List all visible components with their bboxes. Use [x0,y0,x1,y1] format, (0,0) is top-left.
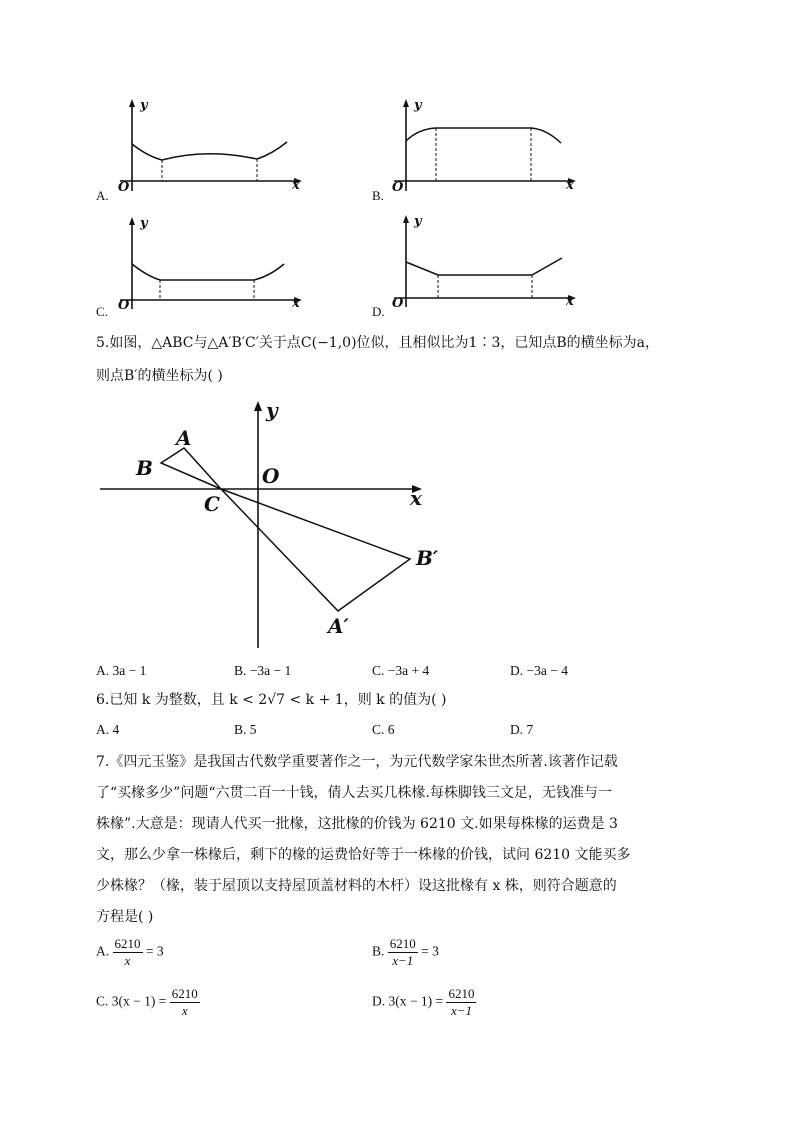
numerator: 6210 [171,986,198,1001]
y-label: y [414,98,422,113]
q7-line-4: 文，那么少拿一株椽后，剩下的椽的运费恰好等于一株椽的价钱，试问 6210 文能买多 [96,847,631,863]
point-a-prime-label: A′ [328,614,349,638]
graph-option-d[interactable] [386,212,586,312]
q7-option-d-label: D. [372,993,386,1009]
q7-option-b-label: B. [372,943,385,959]
q7-option-a-fraction [113,936,143,969]
numerator: 6210 [448,986,475,1001]
y-axis-label: y [266,398,278,422]
q5-line-1: 5.如图，△ABC与△A′B′C′关于点C(−1,0)位似，且相似比为1∶3，已知点B的横坐标为a， [96,335,659,351]
q7-option-c-fraction [170,986,200,1019]
graph-option-b[interactable] [386,96,586,196]
y-arrow [403,99,409,107]
q7-option-b-rhs: = 3 [421,943,439,959]
q7-option-a-label: A. [96,943,110,959]
option-a-label: A. [96,188,109,203]
triangle-abc [161,448,221,489]
y-arrow [129,217,135,225]
q7-option-d[interactable] [372,986,476,1019]
q5-option-a[interactable]: A. 3a − 1 [96,663,147,678]
denominator: x [181,1003,188,1018]
denominator: x [124,953,131,968]
origin-o-label: O [262,464,280,488]
q7-line-5: 少株椽？（椽，装于屋顶以支持屋顶盖材料的木杆）设这批椽有 x 株，则符合题意的 [96,878,617,894]
curve [132,142,287,160]
q7-line-3: 株椽”.大意是：现请人代买一批椽，这批椽的价钱为 6210 文.如果每株椽的运费是 3 [96,816,618,832]
q7-option-c-label: C. [96,993,109,1009]
x-label: x [292,296,300,311]
q6-option-d[interactable]: D. 7 [510,722,534,737]
numerator: 6210 [114,936,141,951]
option-d-label: D. [372,304,385,319]
triangle-a-prime-b-prime-c [221,489,410,611]
numerator: 6210 [389,936,416,951]
q7-option-c-lhs: 3(x − 1) = [111,993,167,1009]
x-label: x [292,178,300,193]
origin-label: O [392,296,404,311]
option-b-label: B. [372,188,384,203]
graph-option-a[interactable] [112,96,312,196]
q7-option-a[interactable] [96,936,164,969]
y-label: y [140,216,148,231]
x-axis-label: x [410,486,422,510]
curve [406,258,562,275]
point-c-label: C [204,492,220,516]
y-arrow [254,401,262,411]
origin-label: O [118,180,130,195]
x-label: x [566,294,574,309]
curve [132,264,284,280]
origin-label: O [392,180,404,195]
q7-line-1: 7.《四元玉鉴》是我国古代数学重要著作之一，为元代数学家朱世杰所著.该著作记载 [96,754,618,770]
q7-line-2: 了“买椽多少”问题“六贯二百一十钱，倩人去买几株椽.每株脚钱三文足，无钱准与一 [96,785,612,801]
y-label: y [140,98,148,113]
x-label: x [566,178,574,193]
point-b-prime-label: B′ [416,546,439,570]
q6-option-a[interactable]: A. 4 [96,722,120,737]
y-arrow [403,215,409,223]
q5-line-2: 则点B′的横坐标为( ) [96,368,223,384]
denominator: x−1 [450,1003,472,1018]
origin-label: O [118,298,130,313]
q5-figure-svg [96,396,456,651]
q7-option-d-lhs: 3(x − 1) = [388,993,444,1009]
graph-option-c[interactable] [112,214,312,314]
option-c-label: C. [96,304,108,319]
q7-option-b-fraction [388,936,418,969]
q5-option-c[interactable]: C. −3a + 4 [372,663,430,678]
q6-stem: 6.已知 k 为整数，且 k < 2√7 < k + 1，则 k 的值为( ) [96,692,447,708]
q7-line-6: 方程是( ) [96,909,154,925]
q7-option-c[interactable] [96,986,200,1019]
q5-figure [96,396,456,651]
y-label: y [414,214,422,229]
q7-option-b[interactable] [372,936,439,969]
q7-option-a-rhs: = 3 [145,943,164,959]
denominator: x−1 [392,953,414,968]
q5-option-b[interactable]: B. −3a − 1 [234,663,292,678]
point-a-label: A [176,426,192,450]
y-arrow [129,99,135,107]
q5-option-d[interactable]: D. −3a − 4 [510,663,568,678]
q6-option-c[interactable]: C. 6 [372,722,395,737]
point-b-label: B [136,456,153,480]
q7-option-d-fraction [446,986,476,1019]
curve [406,128,561,143]
q6-option-b[interactable]: B. 5 [234,722,257,737]
